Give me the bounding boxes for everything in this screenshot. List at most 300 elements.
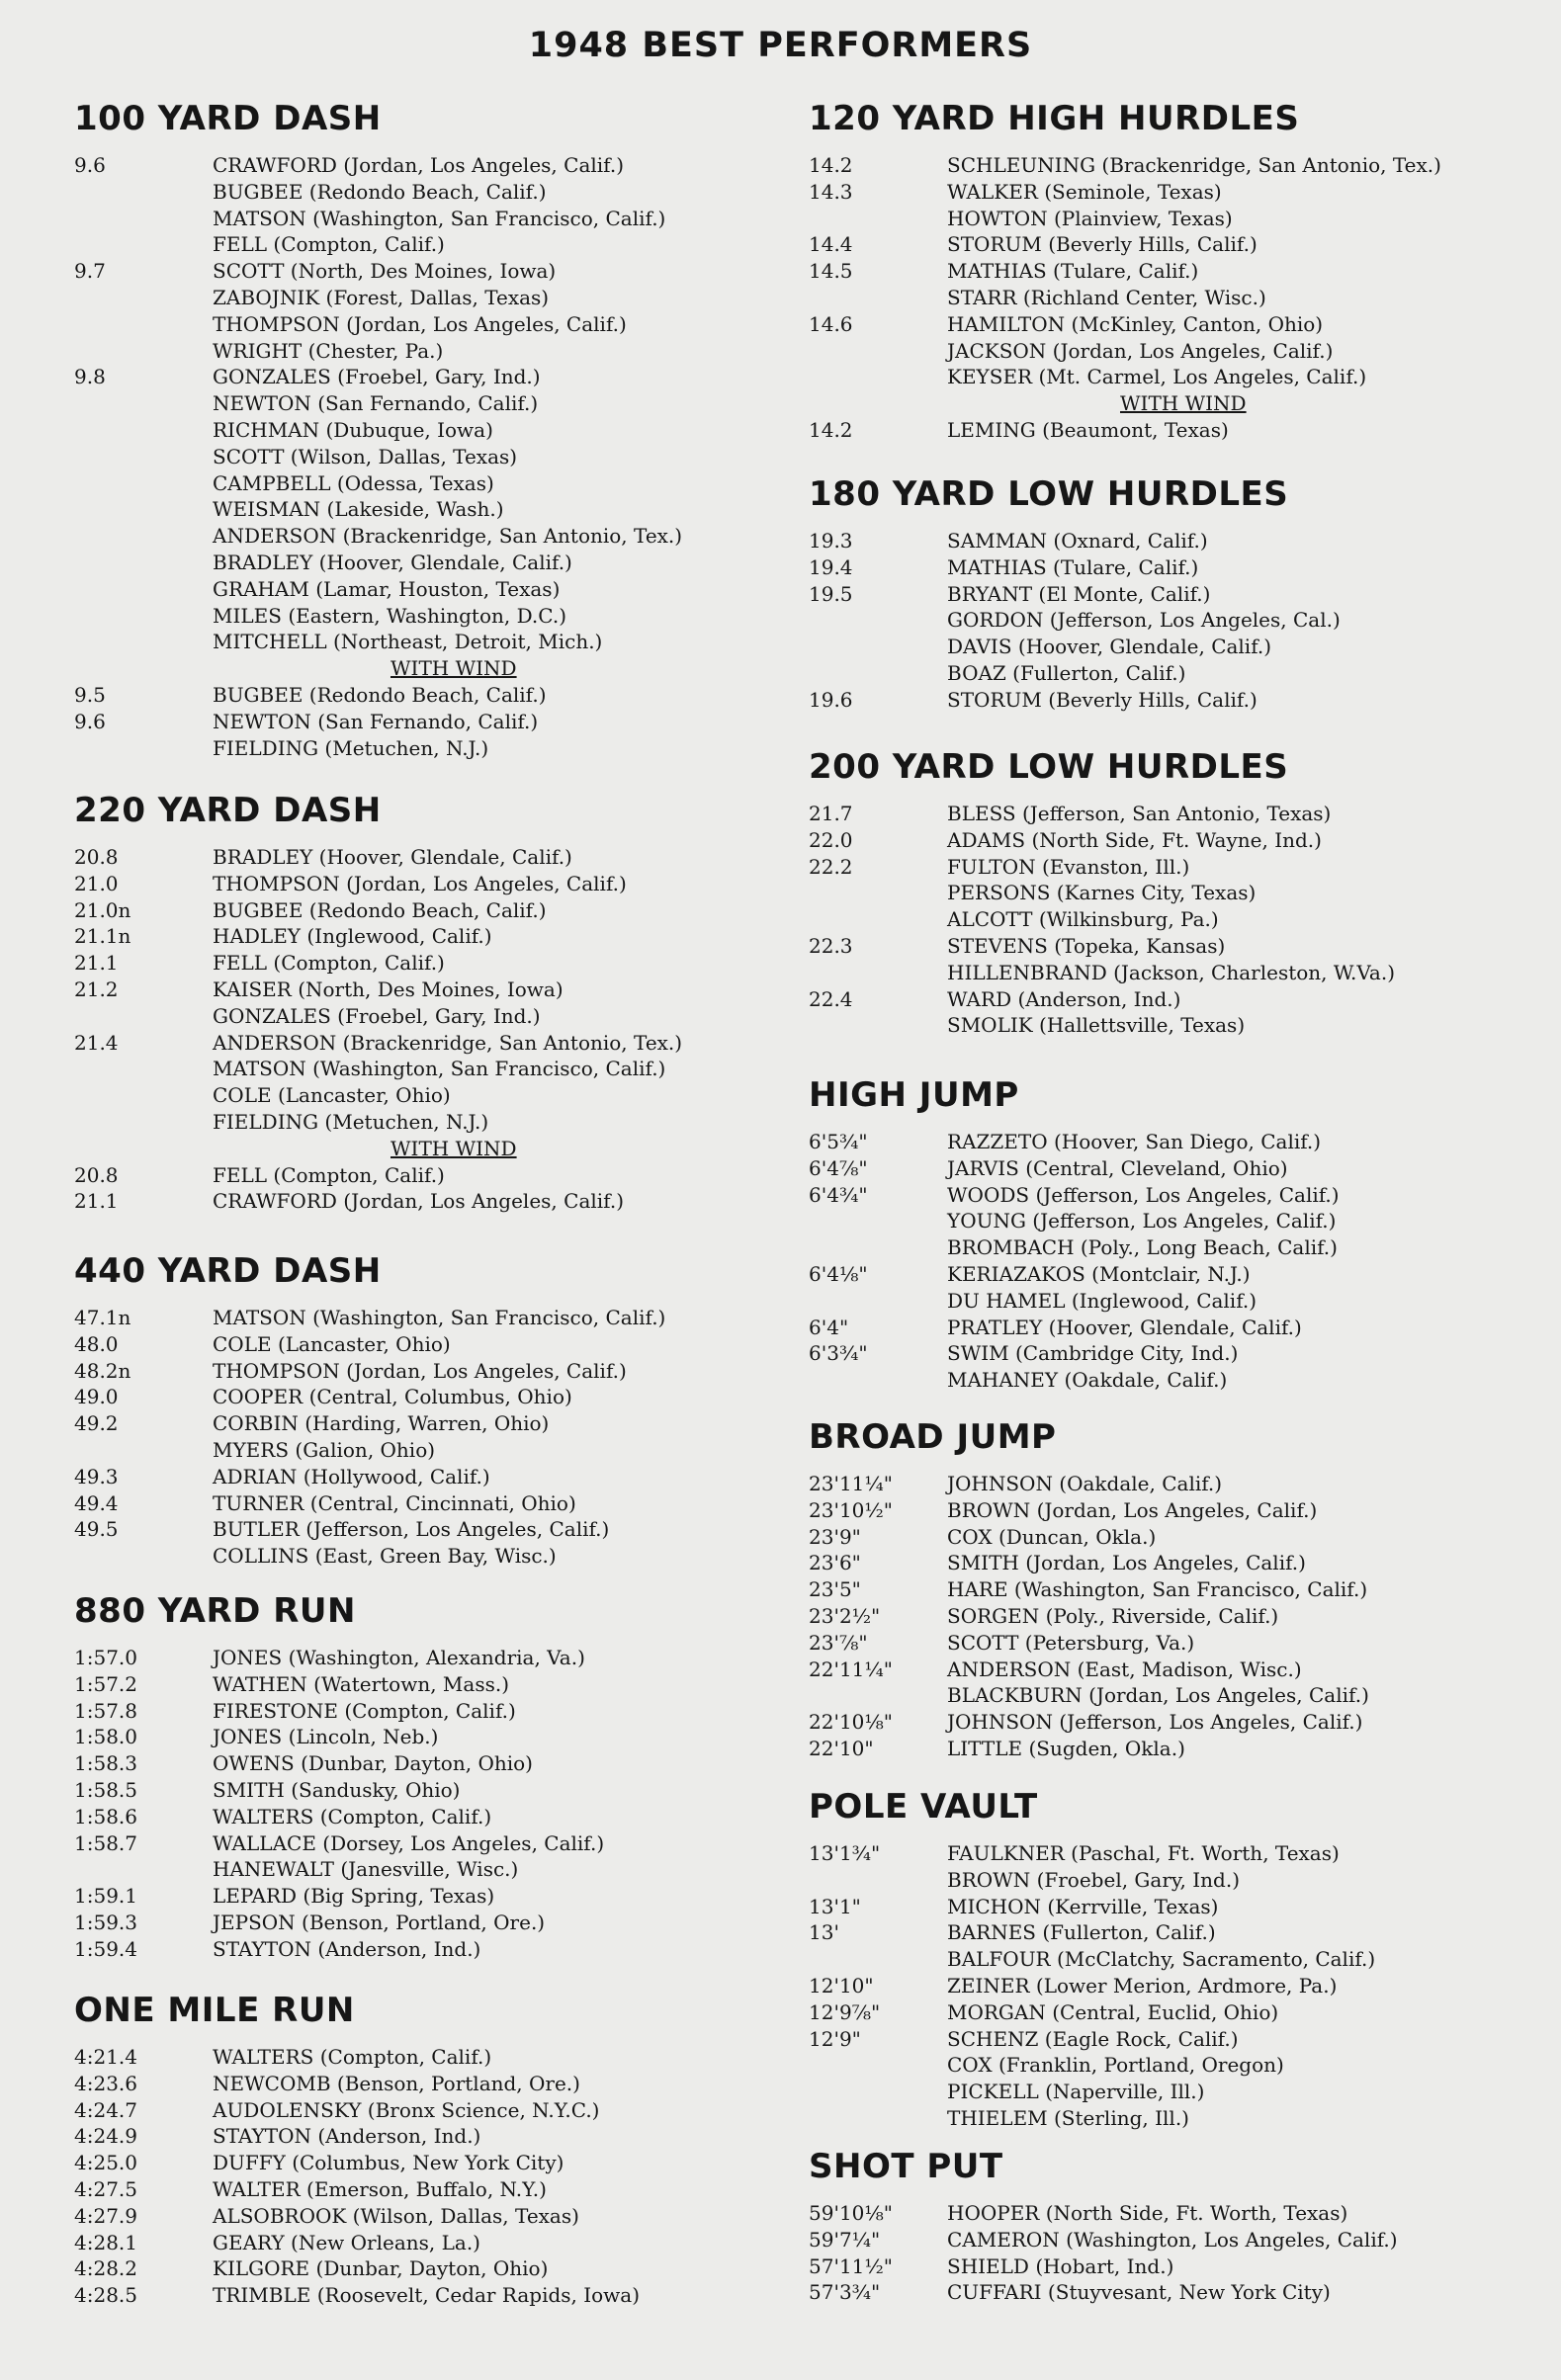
athlete-entry: COLE (Lancaster, Ohio) xyxy=(213,1083,451,1108)
performer-row xyxy=(809,2279,1520,2306)
athlete-entry: GRAHAM (Lamar, Houston, Texas) xyxy=(213,576,561,601)
mark-value: 1:58.3 xyxy=(74,1751,137,1776)
mark-value: 1:58.6 xyxy=(74,1804,137,1828)
performer-row xyxy=(809,1840,1520,1867)
mark-value: 4:24.7 xyxy=(74,2097,137,2122)
with-wind-subheading xyxy=(74,655,786,682)
section-880-yard-run xyxy=(74,1591,786,1963)
athlete-entry: LEMING (Beaumont, Texas) xyxy=(947,417,1229,442)
athlete-entry: KAISER (North, Des Moines, Iowa) xyxy=(213,977,564,1001)
mark-value: 49.0 xyxy=(74,1385,119,1409)
performer-row xyxy=(74,1777,786,1804)
athlete-entry: JONES (Washington, Alexandria, Va.) xyxy=(213,1646,585,1669)
performer-row xyxy=(809,1630,1520,1657)
mark-value: 23'11¼" xyxy=(809,1472,893,1495)
athlete-entry: THOMPSON (Jordan, Los Angeles, Calif.) xyxy=(213,311,627,336)
athlete-entry: ALSOBROOK (Wilson, Dallas, Texas) xyxy=(213,2203,579,2228)
mark-value: 12'10" xyxy=(809,1973,874,1998)
athlete-entry: STEVENS (Topeka, Kansas) xyxy=(947,933,1226,958)
mark-value: 13'1¾" xyxy=(809,1841,881,1865)
athlete-entry: FIRESTONE (Compton, Calif.) xyxy=(213,1698,516,1723)
athlete-entry: COX (Franklin, Portland, Oregon) xyxy=(947,2053,1284,2078)
performer-row xyxy=(809,1576,1520,1603)
performer-row xyxy=(74,1056,786,1082)
athlete-entry: STARR (Richland Center, Wisc.) xyxy=(947,285,1266,309)
performer-row xyxy=(809,1919,1520,1946)
mark-value: 22'11¼" xyxy=(809,1657,893,1681)
performer-row xyxy=(74,2176,786,2203)
mark-value: 4:21.4 xyxy=(74,2045,137,2069)
performer-row xyxy=(74,1910,786,1936)
performer-row xyxy=(809,827,1520,854)
with-wind-subheading xyxy=(74,1136,786,1162)
performer-row xyxy=(809,1367,1520,1394)
mark-value: 48.0 xyxy=(74,1331,119,1356)
performer-row xyxy=(809,1682,1520,1709)
athlete-entry: MORGAN (Central, Euclid, Ohio) xyxy=(947,1999,1279,2024)
athlete-entry: ADAMS (North Side, Ft. Wayne, Ind.) xyxy=(947,827,1322,852)
athlete-entry: BROWN (Jordan, Los Angeles, Calif.) xyxy=(947,1497,1318,1522)
with-wind-subheading xyxy=(809,390,1520,417)
mark-value: 21.0 xyxy=(74,871,119,895)
performer-row xyxy=(74,1305,786,1331)
athlete-entry: BALFOUR (McClatchy, Sacramento, Calif.) xyxy=(947,1947,1376,1972)
athlete-entry: CORBIN (Harding, Warren, Ohio) xyxy=(213,1411,550,1436)
performer-row xyxy=(809,2200,1520,2227)
athlete-entry: BRADLEY (Hoover, Glendale, Calif.) xyxy=(213,845,572,869)
mark-value: 21.1n xyxy=(74,924,131,949)
performer-row xyxy=(809,1155,1520,1182)
performer-row xyxy=(809,660,1520,687)
athlete-entry: RICHMAN (Dubuque, Iowa) xyxy=(213,417,493,442)
athlete-entry: WALTER (Emerson, Buffalo, N.Y.) xyxy=(213,2176,547,2201)
athlete-entry: MAHANEY (Oakdale, Calif.) xyxy=(947,1368,1228,1393)
athlete-entry: FIELDING (Metuchen, N.J.) xyxy=(213,1109,489,1134)
athlete-entry: BARNES (Fullerton, Calif.) xyxy=(947,1920,1216,1945)
athlete-entry: HAMILTON (McKinley, Canton, Ohio) xyxy=(947,311,1324,336)
section-one-mile-run xyxy=(74,1991,786,2309)
section-heading: 100 YARD DASH xyxy=(74,99,382,138)
performer-row xyxy=(74,1464,786,1490)
mark-value: 49.4 xyxy=(74,1490,119,1515)
athlete-entry: BUTLER (Jefferson, Los Angeles, Calif.) xyxy=(213,1517,610,1542)
athlete-entry: TRIMBLE (Roosevelt, Cedar Rapids, Iowa) xyxy=(213,2283,641,2308)
mark-value: 22.2 xyxy=(809,854,853,879)
mark-value: 21.4 xyxy=(74,1030,119,1055)
performer-row xyxy=(809,1603,1520,1630)
mark-value: 49.3 xyxy=(74,1464,119,1488)
mark-value: 4:23.6 xyxy=(74,2071,137,2095)
athlete-entry: FELL (Compton, Calif.) xyxy=(213,1162,445,1187)
performer-row xyxy=(74,417,786,444)
mark-value: 4:28.1 xyxy=(74,2230,137,2254)
athlete-entry: FELL (Compton, Calif.) xyxy=(213,951,445,976)
performer-row xyxy=(809,285,1520,311)
athlete-entry: CRAWFORD (Jordan, Los Angeles, Calif.) xyxy=(213,153,625,177)
athlete-entry: COOPER (Central, Columbus, Ohio) xyxy=(213,1385,572,1409)
athlete-entry: RAZZETO (Hoover, San Diego, Calif.) xyxy=(947,1130,1322,1153)
section-220-yard-dash xyxy=(74,791,786,1215)
performer-row xyxy=(809,1736,1520,1762)
section-180-yard-low-hurdles xyxy=(809,474,1520,714)
mark-value: 21.2 xyxy=(74,977,119,1001)
athlete-entry: CAMERON (Washington, Los Angeles, Calif.) xyxy=(947,2227,1398,2252)
athlete-entry: SORGEN (Poly., Riverside, Calif.) xyxy=(947,1603,1279,1628)
mark-value: 14.2 xyxy=(809,153,853,177)
athlete-entry: JOHNSON (Oakdale, Calif.) xyxy=(947,1472,1223,1495)
athlete-entry: THIELEM (Sterling, Ill.) xyxy=(947,2105,1189,2130)
athlete-entry: FELL (Compton, Calif.) xyxy=(213,232,445,257)
mark-value: 22.3 xyxy=(809,933,853,958)
athlete-entry: MATHIAS (Tulare, Calif.) xyxy=(947,554,1199,579)
performer-row xyxy=(809,1288,1520,1315)
section-100-yard-dash xyxy=(74,99,786,761)
athlete-entry: SCHLEUNING (Brackenridge, San Antonio, Tex.) xyxy=(947,153,1441,177)
performer-row xyxy=(809,1261,1520,1288)
performer-row xyxy=(809,906,1520,933)
performer-row xyxy=(74,603,786,630)
athlete-entry: WALKER (Seminole, Texas) xyxy=(947,179,1222,204)
performer-row xyxy=(809,2052,1520,2079)
performer-row xyxy=(74,2044,786,2071)
performer-row xyxy=(74,311,786,338)
performer-row xyxy=(74,1804,786,1830)
mark-value: 22.0 xyxy=(809,827,853,852)
athlete-entry: STAYTON (Anderson, Ind.) xyxy=(213,2124,481,2149)
athlete-entry: SCOTT (Wilson, Dallas, Texas) xyxy=(213,444,518,468)
mark-value: 23'9" xyxy=(809,1524,861,1549)
performer-row xyxy=(809,152,1520,179)
athlete-entry: PICKELL (Naperville, Ill.) xyxy=(947,2080,1205,2104)
performer-row xyxy=(74,1856,786,1883)
mark-value: 14.5 xyxy=(809,259,853,284)
mark-value: 47.1n xyxy=(74,1306,131,1329)
athlete-entry: OWENS (Dunbar, Dayton, Ohio) xyxy=(213,1751,533,1776)
athlete-entry: LEPARD (Big Spring, Texas) xyxy=(213,1884,495,1909)
performer-row xyxy=(809,528,1520,554)
performer-row xyxy=(74,923,786,950)
athlete-entry: WRIGHT (Chester, Pa.) xyxy=(213,338,444,363)
performer-row xyxy=(74,1162,786,1189)
performer-row xyxy=(809,1182,1520,1209)
performer-row xyxy=(74,1331,786,1358)
section-heading: SHOT PUT xyxy=(809,2147,1003,2186)
section-440-yard-dash xyxy=(74,1251,786,1570)
performer-row xyxy=(74,897,786,924)
mark-value: 6'3¾" xyxy=(809,1341,868,1366)
section-heading: ONE MILE RUN xyxy=(74,1991,355,2030)
athlete-entry: JOHNSON (Jefferson, Los Angeles, Calif.) xyxy=(947,1710,1363,1735)
athlete-entry: STORUM (Beverly Hills, Calif.) xyxy=(947,687,1257,712)
performer-row xyxy=(809,1129,1520,1155)
athlete-entry: HANEWALT (Janesville, Wisc.) xyxy=(213,1857,519,1882)
athlete-entry: SCOTT (North, Des Moines, Iowa) xyxy=(213,259,557,284)
section-broad-jump xyxy=(809,1417,1520,1762)
athlete-entry: MATHIAS (Tulare, Calif.) xyxy=(947,259,1199,284)
athlete-entry: BUGBEE (Redondo Beach, Calif.) xyxy=(213,682,547,707)
performer-row xyxy=(809,2079,1520,2105)
athlete-entry: JACKSON (Jordan, Los Angeles, Calif.) xyxy=(947,338,1334,363)
performer-row xyxy=(809,206,1520,232)
section-heading: 880 YARD RUN xyxy=(74,1591,356,1631)
mark-value: 4:28.5 xyxy=(74,2283,137,2308)
performer-row xyxy=(809,231,1520,258)
athlete-entry: NEWCOMB (Benson, Portland, Ore.) xyxy=(213,2071,580,2095)
athlete-entry: PERSONS (Karnes City, Texas) xyxy=(947,881,1257,905)
section-120-yard-high-hurdles xyxy=(809,99,1520,444)
performer-row xyxy=(809,854,1520,881)
section-heading: POLE VAULT xyxy=(809,1787,1038,1827)
athlete-entry: HARE (Washington, San Francisco, Calif.) xyxy=(947,1577,1368,1602)
athlete-entry: SMOLIK (Hallettsville, Texas) xyxy=(947,1013,1246,1038)
section-shot-put xyxy=(809,2147,1520,2306)
mark-value: 1:58.0 xyxy=(74,1725,137,1749)
with-wind-label: WITH WIND xyxy=(390,656,517,681)
athlete-entry: COLE (Lancaster, Ohio) xyxy=(213,1331,451,1356)
mark-value: 1:57.0 xyxy=(74,1646,137,1669)
section-200-yard-low-hurdles xyxy=(809,747,1520,1039)
mark-value: 1:57.8 xyxy=(74,1698,137,1723)
mark-value: 23'10½" xyxy=(809,1497,893,1522)
athlete-entry: WALTERS (Compton, Calif.) xyxy=(213,1804,492,1828)
athlete-entry: FIELDING (Metuchen, N.J.) xyxy=(213,735,489,760)
performer-row xyxy=(74,444,786,470)
mark-value: 23'6" xyxy=(809,1551,861,1575)
mark-value: 21.0n xyxy=(74,897,131,922)
athlete-entry: BRYANT (El Monte, Calif.) xyxy=(947,581,1211,606)
athlete-entry: NEWTON (San Fernando, Calif.) xyxy=(213,391,539,416)
athlete-entry: ANDERSON (East, Madison, Wisc.) xyxy=(947,1657,1302,1681)
section-heading: 220 YARD DASH xyxy=(74,791,382,830)
mark-value: 19.3 xyxy=(809,529,853,552)
performer-row xyxy=(809,581,1520,608)
performer-row xyxy=(74,2203,786,2230)
mark-value: 23'5" xyxy=(809,1577,861,1602)
athlete-entry: DU HAMEL (Inglewood, Calif.) xyxy=(947,1288,1257,1313)
athlete-entry: ANDERSON (Brackenridge, San Antonio, Tex.) xyxy=(213,524,683,549)
performer-row xyxy=(74,2097,786,2124)
mark-value: 4:27.9 xyxy=(74,2203,137,2228)
athlete-entry: ALCOTT (Wilkinsburg, Pa.) xyxy=(947,907,1219,932)
athlete-entry: ZABOJNIK (Forest, Dallas, Texas) xyxy=(213,285,550,309)
athlete-entry: ADRIAN (Hollywood, Calif.) xyxy=(213,1464,490,1488)
performer-row xyxy=(74,1410,786,1437)
performer-row xyxy=(74,576,786,603)
athlete-entry: SAMMAN (Oxnard, Calif.) xyxy=(947,529,1208,552)
mark-value: 21.1 xyxy=(74,951,119,976)
athlete-entry: WATHEN (Watertown, Mass.) xyxy=(213,1671,510,1696)
mark-value: 22.4 xyxy=(809,986,853,1011)
athlete-entry: DUFFY (Columbus, New York City) xyxy=(213,2151,564,2175)
with-wind-label: WITH WIND xyxy=(1120,391,1247,416)
mark-value: 4:25.0 xyxy=(74,2151,137,2175)
mark-value: 12'9⅞" xyxy=(809,1999,881,2024)
athlete-entry: THOMPSON (Jordan, Los Angeles, Calif.) xyxy=(213,1358,627,1383)
performer-row xyxy=(809,2253,1520,2280)
performer-row xyxy=(809,1497,1520,1524)
performer-row xyxy=(809,1894,1520,1920)
mark-value: 19.4 xyxy=(809,554,853,579)
athlete-entry: JONES (Lincoln, Neb.) xyxy=(213,1725,439,1749)
athlete-entry: GEARY (New Orleans, La.) xyxy=(213,2230,480,2254)
athlete-entry: MATSON (Washington, San Francisco, Calif.) xyxy=(213,1306,666,1329)
mark-value: 22'10⅛" xyxy=(809,1710,893,1735)
mark-value: 14.2 xyxy=(809,417,853,442)
performer-row xyxy=(74,709,786,735)
performer-row xyxy=(74,1830,786,1857)
athlete-entry: DAVIS (Hoover, Glendale, Calif.) xyxy=(947,635,1272,659)
performer-row xyxy=(74,871,786,897)
mark-value: 4:28.2 xyxy=(74,2256,137,2281)
athlete-entry: GONZALES (Froebel, Gary, Ind.) xyxy=(213,1003,541,1028)
performer-row xyxy=(74,1516,786,1543)
performer-row xyxy=(809,338,1520,365)
mark-value: 13' xyxy=(809,1920,839,1945)
page-title: 1948 BEST PERFORMERS xyxy=(528,26,1033,65)
mark-value: 1:59.4 xyxy=(74,1936,137,1961)
performer-row xyxy=(809,258,1520,285)
performer-row xyxy=(809,607,1520,634)
section-heading: 200 YARD LOW HURDLES xyxy=(809,747,1289,787)
mark-value: 23'⅞" xyxy=(809,1630,868,1655)
performer-row xyxy=(809,1340,1520,1367)
performer-row xyxy=(74,523,786,550)
mark-value: 6'4⅛" xyxy=(809,1261,868,1286)
athlete-entry: JEPSON (Benson, Portland, Ore.) xyxy=(213,1910,546,1934)
performer-row xyxy=(809,1973,1520,1999)
mark-value: 21.1 xyxy=(74,1189,119,1214)
performer-row xyxy=(74,1883,786,1910)
performer-row xyxy=(809,311,1520,338)
performer-row xyxy=(809,554,1520,581)
athlete-entry: GORDON (Jefferson, Los Angeles, Cal.) xyxy=(947,608,1341,633)
performer-row xyxy=(74,364,786,390)
mark-value: 1:58.5 xyxy=(74,1777,137,1802)
mark-value: 1:59.1 xyxy=(74,1884,137,1909)
performer-row xyxy=(809,179,1520,206)
mark-value: 9.5 xyxy=(74,682,106,707)
athlete-entry: SWIM (Cambridge City, Ind.) xyxy=(947,1341,1239,1366)
mark-value: 1:58.7 xyxy=(74,1830,137,1855)
athlete-entry: CRAWFORD (Jordan, Los Angeles, Calif.) xyxy=(213,1189,625,1214)
performer-row xyxy=(74,2230,786,2256)
mark-value: 1:59.3 xyxy=(74,1910,137,1934)
mark-value: 14.4 xyxy=(809,232,853,257)
mark-value: 13'1" xyxy=(809,1894,861,1918)
athlete-entry: BROWN (Froebel, Gary, Ind.) xyxy=(947,1867,1240,1892)
section-heading: HIGH JUMP xyxy=(809,1075,1019,1115)
athlete-entry: HILLENBRAND (Jackson, Charleston, W.Va.) xyxy=(947,960,1396,984)
mark-value: 49.5 xyxy=(74,1517,119,1542)
athlete-entry: LITTLE (Sugden, Okla.) xyxy=(947,1736,1185,1760)
mark-value: 4:24.9 xyxy=(74,2124,137,2149)
mark-value: 20.8 xyxy=(74,845,119,869)
performer-row xyxy=(809,1471,1520,1497)
mark-value: 19.6 xyxy=(809,687,853,712)
performer-row xyxy=(74,1030,786,1057)
mark-value: 21.7 xyxy=(809,802,853,825)
performer-row xyxy=(74,258,786,285)
athlete-entry: NEWTON (San Fernando, Calif.) xyxy=(213,709,539,733)
performer-row xyxy=(74,2071,786,2097)
athlete-entry: WALTERS (Compton, Calif.) xyxy=(213,2045,492,2069)
athlete-entry: WOODS (Jefferson, Los Angeles, Calif.) xyxy=(947,1182,1340,1207)
performer-row xyxy=(74,629,786,655)
mark-value: 6'4¾" xyxy=(809,1182,868,1207)
section-pole-vault xyxy=(809,1787,1520,2132)
athlete-entry: FULTON (Evanston, Ill.) xyxy=(947,854,1190,879)
mark-value: 4:27.5 xyxy=(74,2176,137,2201)
performer-row xyxy=(74,1003,786,1030)
performer-row xyxy=(74,550,786,576)
mark-value: 59'7¼" xyxy=(809,2227,881,2252)
performer-row xyxy=(74,1188,786,1215)
athlete-entry: ZEINER (Lower Merion, Ardmore, Pa.) xyxy=(947,1973,1338,1998)
mark-value: 14.3 xyxy=(809,179,853,204)
mark-value: 12'9" xyxy=(809,2026,861,2051)
mark-value: 48.2n xyxy=(74,1358,131,1383)
athlete-entry: CAMPBELL (Odessa, Texas) xyxy=(213,470,494,495)
performer-row xyxy=(74,950,786,977)
performer-row xyxy=(74,2255,786,2282)
mark-value: 9.8 xyxy=(74,365,106,389)
performer-row xyxy=(809,1709,1520,1736)
athlete-entry: BUGBEE (Redondo Beach, Calif.) xyxy=(213,897,547,922)
performer-row xyxy=(74,1082,786,1109)
athlete-entry: MILES (Eastern, Washington, D.C.) xyxy=(213,603,567,628)
performer-row xyxy=(809,1999,1520,2026)
athlete-entry: YOUNG (Jefferson, Los Angeles, Calif.) xyxy=(947,1209,1337,1233)
mark-value: 22'10" xyxy=(809,1736,874,1760)
mark-value: 19.5 xyxy=(809,581,853,606)
athlete-entry: HOOPER (North Side, Ft. Worth, Texas) xyxy=(947,2201,1348,2225)
performer-row xyxy=(74,1358,786,1385)
athlete-entry: SMITH (Jordan, Los Angeles, Calif.) xyxy=(947,1551,1306,1575)
performer-row xyxy=(74,1936,786,1963)
athlete-entry: SHIELD (Hobart, Ind.) xyxy=(947,2253,1174,2278)
performer-row xyxy=(809,1946,1520,1973)
performer-row xyxy=(809,1524,1520,1551)
section-heading: 440 YARD DASH xyxy=(74,1251,382,1291)
athlete-entry: MYERS (Galion, Ohio) xyxy=(213,1437,436,1462)
athlete-entry: MATSON (Washington, San Francisco, Calif.) xyxy=(213,206,666,230)
mark-value: 9.6 xyxy=(74,709,106,733)
performer-row xyxy=(74,1645,786,1671)
with-wind-label: WITH WIND xyxy=(390,1136,517,1160)
athlete-entry: COLLINS (East, Green Bay, Wisc.) xyxy=(213,1544,557,1569)
athlete-entry: PRATLEY (Hoover, Glendale, Calif.) xyxy=(947,1315,1302,1339)
performer-row xyxy=(809,417,1520,444)
athlete-entry: MITCHELL (Northeast, Detroit, Mich.) xyxy=(213,630,603,654)
athlete-entry: KEYSER (Mt. Carmel, Los Angeles, Calif.) xyxy=(947,365,1367,389)
performer-row xyxy=(74,231,786,258)
mark-value: 57'3¾" xyxy=(809,2280,881,2305)
athlete-entry: BRADLEY (Hoover, Glendale, Calif.) xyxy=(213,550,572,574)
performer-row xyxy=(74,470,786,497)
mark-value: 1:57.2 xyxy=(74,1671,137,1696)
section-heading: BROAD JUMP xyxy=(809,1417,1057,1457)
performer-row xyxy=(809,1315,1520,1341)
athlete-entry: TURNER (Central, Cincinnati, Ohio) xyxy=(213,1490,576,1515)
athlete-entry: BLESS (Jefferson, San Antonio, Texas) xyxy=(947,802,1332,825)
performer-row xyxy=(74,1750,786,1777)
performer-row xyxy=(74,285,786,311)
performer-row xyxy=(74,977,786,1003)
athlete-entry: GONZALES (Froebel, Gary, Ind.) xyxy=(213,365,541,389)
performer-row xyxy=(74,1384,786,1410)
performer-row xyxy=(809,1012,1520,1039)
performer-row xyxy=(809,933,1520,960)
